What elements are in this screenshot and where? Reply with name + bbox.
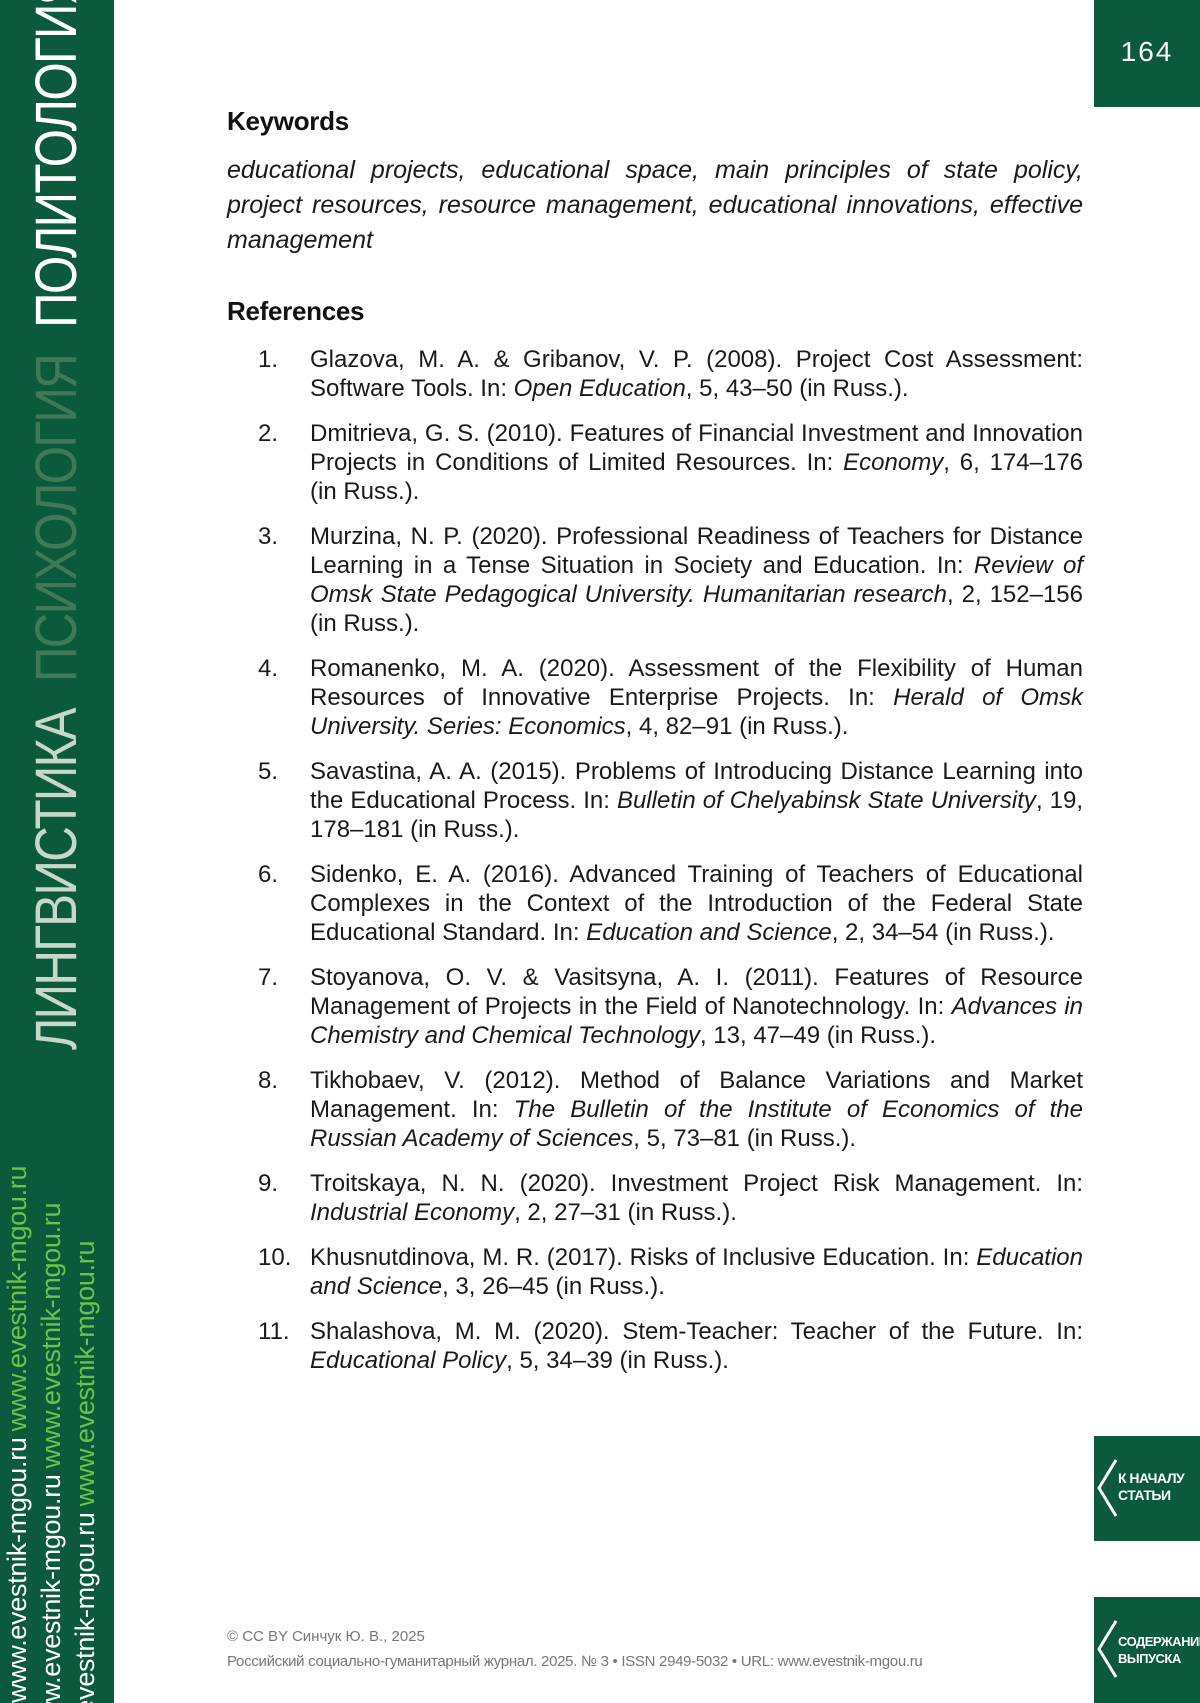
reference-number: 5. (258, 757, 278, 786)
sidebar-url[interactable]: www.evestnik-mgou.ru (70, 1241, 100, 1507)
references-heading: References (227, 296, 1083, 327)
reference-item (227, 1169, 1083, 1227)
reference-item (227, 522, 1083, 638)
reference-details: , 6, 174–176 (in Russ.). (310, 449, 1083, 505)
reference-item (227, 1243, 1083, 1301)
sidebar-url[interactable]: www.evestnik-mgou.ru (36, 1474, 66, 1703)
reference-journal: The Bulletin of the Institute of Economics of the Russian Academy of Sciences (310, 1096, 1083, 1152)
reference-number: 1. (258, 345, 278, 374)
reference-item (227, 654, 1083, 741)
keywords-heading: Keywords (227, 106, 1083, 137)
page-number: 164 (1094, 0, 1200, 107)
section-psychology: ПСИХОЛОГИЯ (24, 355, 89, 682)
reference-item (227, 1066, 1083, 1153)
section-political-science: ПОЛИТОЛОГИЯ (24, 0, 89, 328)
reference-text: Murzina, N. P. (2020). Professional Readiness of Teachers for Distance Learning in a Tense Situation in Society and Education. In: (310, 523, 1083, 579)
reference-number: 2. (258, 419, 278, 448)
reference-journal: Education and Science (586, 919, 832, 946)
reference-journal: Economy (843, 449, 943, 476)
reference-text: Glazova, M. A. & Gribanov, V. P. (2008). Project Cost Assessment: Software Tools. In: (310, 346, 1083, 402)
reference-text: Romanenko, M. A. (2020). Assessment of the Flexibility of Human Resources of Innovative Enterprise Projects. In: (310, 655, 1083, 711)
reference-number: 9. (258, 1169, 278, 1198)
reference-details: , 5, 73–81 (in Russ.). (633, 1125, 856, 1152)
page-footer (227, 1624, 922, 1674)
issue-contents-label: СОДЕРЖАНИЕ ВЫПУСКА (1118, 1633, 1200, 1667)
reference-number: 4. (258, 654, 278, 683)
sidebar-url[interactable]: www.evestnik-mgou.ru (36, 1203, 66, 1469)
reference-journal: Industrial Economy (310, 1199, 514, 1226)
reference-journal: Educational Policy (310, 1347, 506, 1374)
reference-item (227, 419, 1083, 506)
reference-details: , 2, 27–31 (in Russ.). (514, 1199, 737, 1226)
reference-item (227, 963, 1083, 1050)
article-content (227, 106, 1083, 1391)
reference-journal: Education and Science (310, 1244, 1083, 1300)
keywords-text: educational projects, educational space, main principles of state policy, project resources, resource management, educational innovations, effective management (227, 153, 1083, 258)
reference-details: , 13, 47–49 (in Russ.). (700, 1022, 936, 1049)
reference-text: Khusnutdinova, M. R. (2017). Risks of Inclusive Education. In: (310, 1244, 976, 1271)
chevron-left-icon (1096, 1458, 1118, 1518)
reference-text: Troitskaya, N. N. (2020). Investment Project Risk Management. In: (310, 1170, 1083, 1197)
sidebar-url[interactable]: www.evestnik-mgou.ru (2, 1437, 32, 1703)
reference-details: , 2, 34–54 (in Russ.). (832, 919, 1055, 946)
reference-details: , 19, 178–181 (in Russ.). (310, 787, 1083, 843)
reference-journal: Advances in Chemistry and Chemical Technology (310, 993, 1083, 1049)
reference-details: , 5, 43–50 (in Russ.). (686, 375, 909, 402)
reference-text: Tikhobaev, V. (2012). Method of Balance Variations and Market Management. In: (310, 1067, 1083, 1123)
references-list (227, 345, 1083, 1375)
reference-text: Savastina, A. A. (2015). Problems of Introducing Distance Learning into the Educational Process. In: (310, 758, 1083, 814)
reference-item (227, 757, 1083, 844)
reference-details: , 4, 82–91 (in Russ.). (626, 713, 849, 740)
reference-journal: Herald of Omsk University. Series: Economics (310, 684, 1083, 740)
reference-journal: Open Education (514, 375, 686, 402)
section-linguistics: ЛИНГВИСТИКА (24, 709, 89, 1050)
reference-item (227, 860, 1083, 947)
footer-journal-info: Российский социально-гуманитарный журнал. 2025. № 3 • ISSN 2949-5032 • URL: www.evestnik-mgou.ru (227, 1649, 922, 1674)
sidebar-url-line-2 (36, 1197, 66, 1703)
journal-sidebar (0, 0, 114, 1703)
reference-text: Sidenko, E. A. (2016). Advanced Training of Teachers of Educational Complexes in the Context of the Introduction of the Federal State Educational Standard. In: (310, 861, 1083, 946)
sidebar-url[interactable]: www.evestnik-mgou.ru (70, 1512, 100, 1703)
reference-details: , 3, 26–45 (in Russ.). (442, 1273, 665, 1300)
reference-text: Shalashova, M. M. (2020). Stem-Teacher: Teacher of the Future. In: (310, 1318, 1083, 1345)
footer-copyright: © CC BY Синчук Ю. В., 2025 (227, 1624, 922, 1649)
reference-journal: Review of Omsk State Pedagogical University. Humanitarian research (310, 552, 1083, 608)
reference-number: 8. (258, 1066, 278, 1095)
to-article-start-button[interactable] (1094, 1436, 1200, 1541)
issue-contents-button[interactable] (1094, 1597, 1200, 1703)
to-article-start-label: К НАЧАЛУ СТАТЬИ (1118, 1470, 1184, 1504)
reference-item (227, 1317, 1083, 1375)
sidebar-url[interactable]: www.evestnik-mgou.ru (2, 1166, 32, 1432)
sidebar-url-line-3 (70, 1235, 100, 1703)
reference-number: 10. (258, 1243, 291, 1272)
section-labels (28, 0, 86, 1050)
reference-number: 6. (258, 860, 278, 889)
reference-details: , 5, 34–39 (in Russ.). (506, 1347, 729, 1374)
chevron-left-icon (1096, 1619, 1118, 1679)
reference-number: 7. (258, 963, 278, 992)
sidebar-url-line-1 (2, 1160, 32, 1703)
reference-number: 3. (258, 522, 278, 551)
reference-number: 11. (258, 1317, 290, 1346)
reference-text: Stoyanova, O. V. & Vasitsyna, A. I. (2011). Features of Resource Management of Projects in the Field of Nanotechnology. In: (310, 964, 1083, 1020)
reference-item (227, 345, 1083, 403)
reference-text: Dmitrieva, G. S. (2010). Features of Financial Investment and Innovation Projects in Conditions of Limited Resources. In: (310, 420, 1083, 476)
reference-journal: Bulletin of Chelyabinsk State University (617, 787, 1036, 814)
reference-details: , 2, 152–156 (in Russ.). (310, 581, 1083, 637)
